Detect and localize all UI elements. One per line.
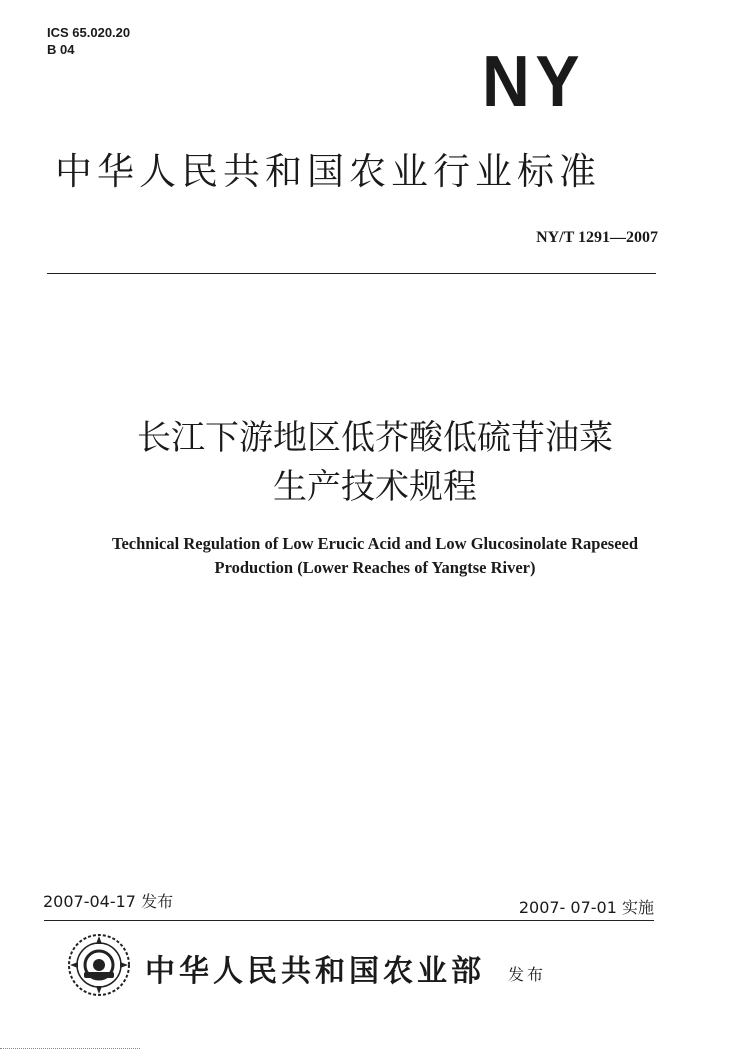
scan-edge-line bbox=[0, 1048, 140, 1049]
ny-logo: NY bbox=[482, 42, 586, 122]
classification-codes bbox=[47, 24, 130, 58]
english-title-line-2: Production (Lower Reaches of Yangtse River) bbox=[214, 558, 536, 577]
publish-label: 发布 bbox=[508, 965, 547, 984]
header-divider bbox=[47, 273, 656, 274]
english-title-line-1: Technical Regulation of Low Erucic Acid and Low Glucosinolate Rapeseed bbox=[111, 534, 639, 553]
issue-date: 2007-04-17 发布 bbox=[43, 892, 174, 911]
standard-number: NY/T 1291—2007 bbox=[536, 229, 658, 246]
ministry-emblem-icon bbox=[66, 932, 132, 998]
footer-divider bbox=[44, 920, 654, 921]
class-code: B 04 bbox=[47, 42, 75, 57]
chinese-title-line-1: 长江下游地区低芥酸低硫苷油菜 bbox=[137, 418, 613, 458]
issuing-ministry: 中华人民共和国农业部 bbox=[145, 954, 485, 989]
ics-code: ICS 65.020.20 bbox=[47, 25, 131, 40]
implementation-date: 2007- 07-01 实施 bbox=[518, 898, 654, 917]
chinese-title-line-2: 生产技术规程 bbox=[273, 467, 477, 507]
standard-category-title: 中华人民共和国农业行业标准 bbox=[55, 150, 601, 193]
